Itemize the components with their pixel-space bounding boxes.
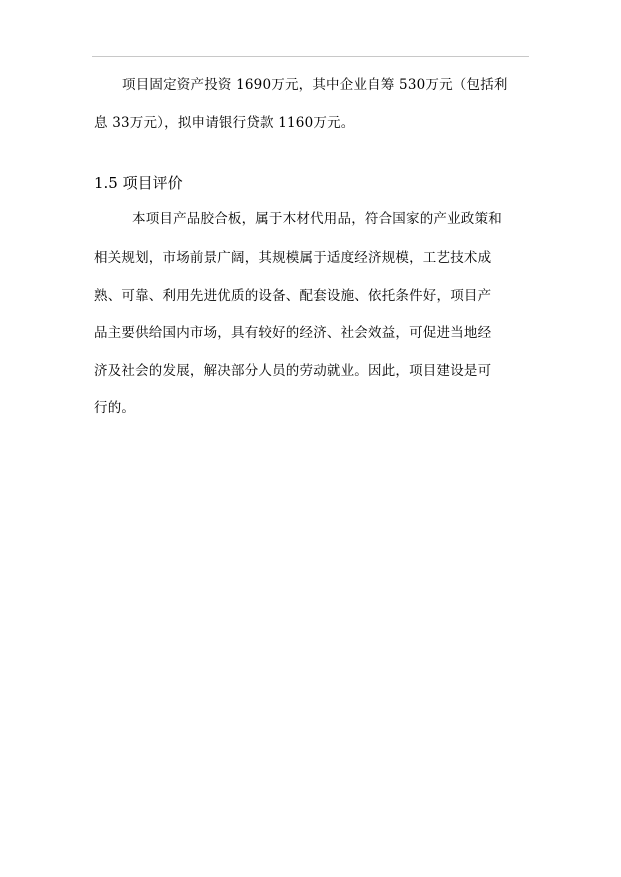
paragraph-line: 息 33万元），拟申请银行贷款 1160万元。: [94, 115, 355, 131]
paragraph-line: 品主要供给国内市场，具有较好的经济、社会效益，可促进当地经: [94, 325, 492, 341]
paragraph-line: 项目固定资产投资 1690万元，其中企业自筹 530万元（包括利: [122, 77, 508, 93]
paragraph-line: 熟、可靠、利用先进优质的设备、配套设施、依托条件好，项目产: [94, 288, 492, 304]
paragraph-line: 相关规划，市场前景广阔，其规模属于适度经济规模，工艺技术成: [94, 250, 492, 266]
section-heading: 1.5 项目评价: [94, 174, 183, 192]
paragraph-line: 本项目产品胶合板，属于木材代用品，符合国家的产业政策和: [132, 211, 502, 227]
header-divider: [92, 56, 529, 57]
paragraph-line: 济及社会的发展，解决部分人员的劳动就业。因此，项目建设是可: [94, 363, 492, 379]
paragraph-line: 行的。: [94, 400, 136, 416]
